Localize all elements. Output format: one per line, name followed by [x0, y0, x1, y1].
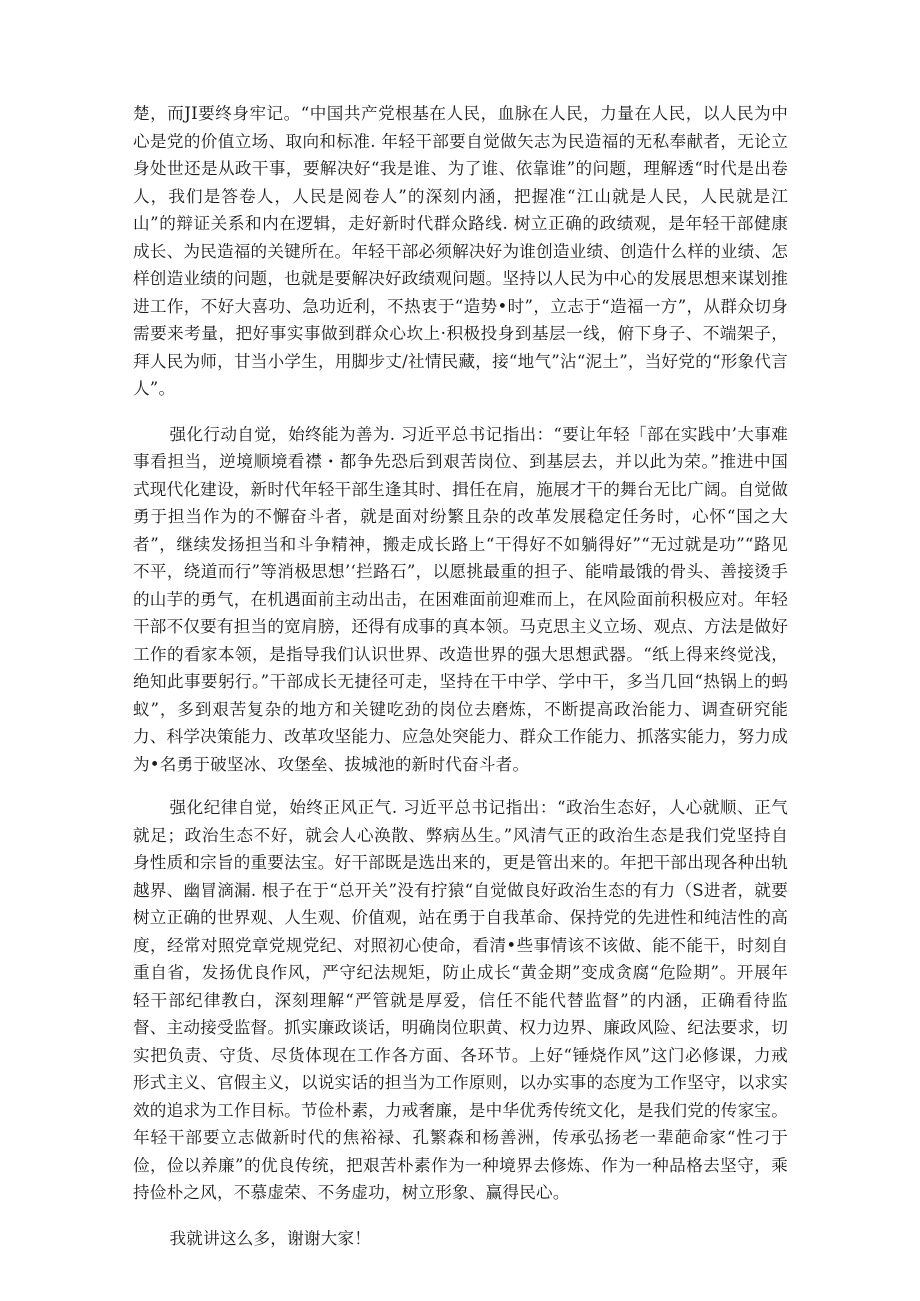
paragraph-3: 强化纪律自觉，始终正风正气. 习近平总书记指出：“政治生态好，人心就顺、正气就足；政治生态不好，就会人心涣散、弊病丛生。”风清气正的政治生态是我们党坚持自身性质和宗旨的重要法宝。好干部既是选出来的，更是管出来的。年把干部出现各种出轨越界、幽冒滴漏. 根子在于“总开关”没有拧猿“自觉做良好政治生态的有力（S进者，就要树立正确的世界观、人生观、价值观，站在勇于自我革命、保持党的先进性和纯洁性的高度，经常对照党章党规党纪、对照初心使命，看清•些事情该不该做、能不能干，时刻自重自省，发扬优良作风，严守纪法规矩，防止成长“黄金期”变成贪腐“危险期”。开展年轻干部纪律教白，深刻理解“严管就是厚爱，信任不能代替监督”的内涵，正确看待监督、主动接受监督。抓实廉政谈话，明确岗位职黄、权力边界、廉政风险、纪法要求，切实把负责、守货、尽货体现在工作各方面、各环节。上好“锤烧作风”这门必修课，力戒形式主义、官假主义，以说实话的担当为工作原则，以办实事的态度为工作坚守，以求实效的追求为工作目标。节俭朴素，力戒奢廉，是中华优秀传统文化，是我们党的传家宝。年轻干部要立志做新时代的焦裕禄、孔繁森和杨善洲，传承弘扬老一辈葩命家“性刁于俭，俭以养廉”的优良传统，把艰苦朴素作为一种境界去修炼、作为一种品格去坚守，乘持俭朴之风，不慕虚荣、不务虚功，树立形象、赢得民心。 [133, 798, 788, 1202]
closing-paragraph: 我就讲这么多，谢谢大家！ [169, 1228, 372, 1248]
paragraph-1: 楚，而JI要终身牢记。“中国共产党根基在人民，血脉在人民，力量在人民，以人民为中心是党的价值立场、取向和标准. 年轻干部要自觉做矢志为民造福的无私奉献者，无论立身处世还是从政干事，要解决好“我是谁、为了谁、依靠谁”的问题，理解透“时代是出卷人，我们是答卷人，人民是阅卷人”的深刻内涵，把握准“江山就是人民，人民就是江山”的辩证关系和内在逻辑，走好新时代群众路线. 树立正确的政绩观，是年轻干部健康成长、为民造福的关键所在。年轻干部必须解决好为谁创造业绩、创造什么样的业绩、怎样创造业绩的问题，也就是要解决好政绩观问题。坚持以人民为中心的发展思想来谋划推进工作，不好大喜功、急功近利，不热衷于“造势•时”，立志于“造福一方”，从群众切身需要来考量，把好事实事做到群众心坎上·积极投身到基层一线，俯下身子、不端架子，拜人民为师，甘当小学生，用脚步丈/社情民藏，接“地气”沾“泥土”，当好党的“形象代言人”。 [133, 104, 789, 398]
document-body [133, 100, 788, 1252]
paragraph-2: 强化行动自觉，始终能为善为. 习近平总书记指出：“要让年轻「部在实践中’大事难事看担当，逆境顺境看襟・都争先恐后到艰苦岗位、到基层去，并以此为荣。”推进中国式现代化建设，新时代年轻干部生逢其时、揖任在肩，施展才干的舞台无比广阔。自觉做勇于担当作为的不懈奋斗者，就是面对纷繁且杂的改革发展稳定任务时，心怀“国之大者”，继续发扬担当和斗争精神，搬走成长路上“干得好不如躺得好”“无过就是功”“路见不平，绕道而行”等消极思想’‘拦路石”，以愿挑最重的担子、能啃最饿的骨头、善接烫手的山芋的勇气，在机遇面前主动出击，在困难面前迎难而上，在风险面前积极应对。年轻干部不仅要有担当的宽肩膀，还得有成事的真本领。马克思主义立场、观点、方法是做好工作的看家本领，是指导我们认识世界、改造世界的强大思想武器。“纸上得来终觉浅，绝知此事要躬行。”干部成长无捷径可走，坚持在干中学、学中干，多当几回“热锅上的蚂蚁”，多到艰苦复杂的地方和关键吃劲的岗位去磨炼，不断提高政治能力、调查研究能力、科学决策能力、改革攻坚能力、应急处突能力、群众工作能力、抓落实能力，努力成为•名勇于破坚冰、攻堡垒、拔城池的新时代奋斗者。 [133, 424, 788, 774]
